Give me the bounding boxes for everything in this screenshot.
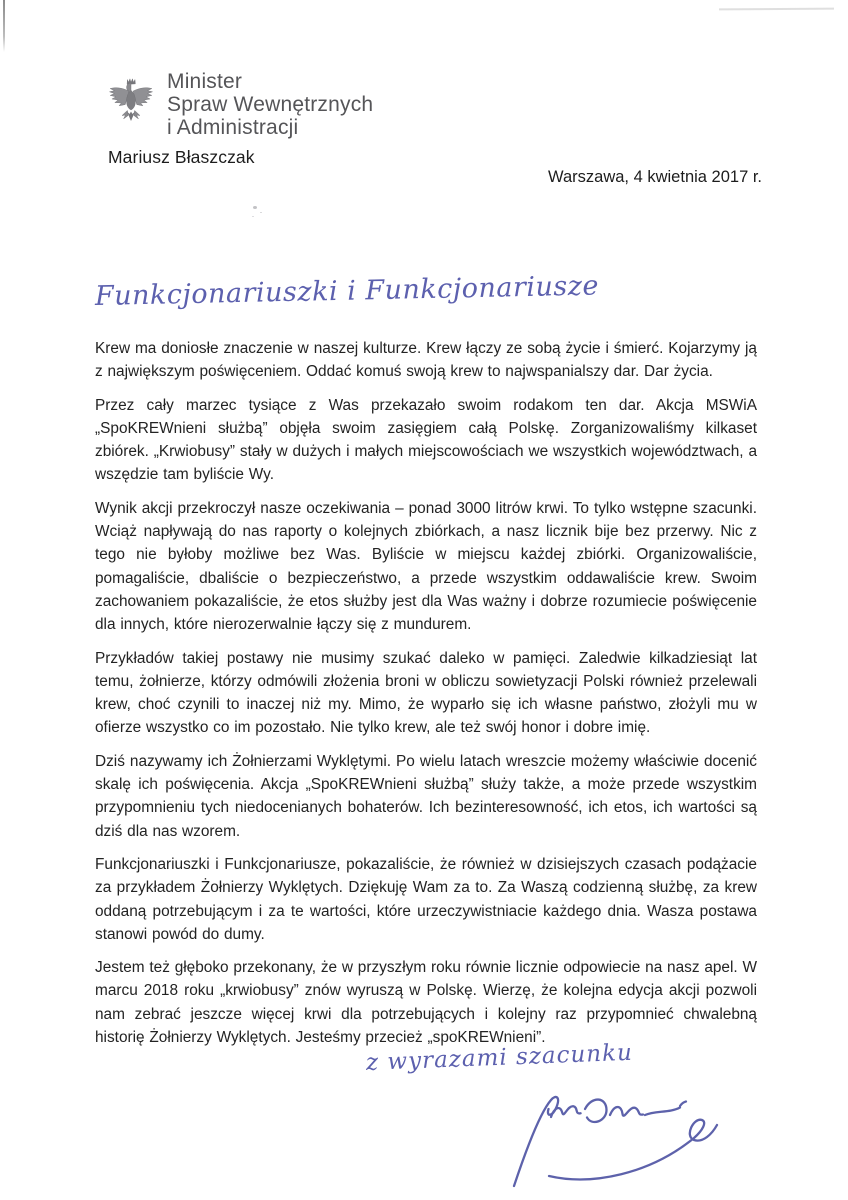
letterhead-title-line2: Spraw Wewnętrznych [167, 93, 374, 116]
handwritten-closing: z wyrazami szacunku [365, 1039, 634, 1076]
letter-paragraph: Jestem też głęboko przekonany, że w przyszłym roku równie licznie odpowiecie na nasz apel. W marcu 2018 roku „krwiobusy” znów wyruszą w Polskę. Wierzę, że kolejna edycja akcji pozwoli nam zebrać jeszcze więcej krwi dla potrzebujących i kolejny raz przypomnieć chwalebną historię Żołnierzy Wyklętych. Jesteśmy przecież „spoKREWnieni”. [95, 959, 757, 1047]
sender-name: Mariusz Błaszczak [108, 147, 255, 167]
letter-paragraph: Funkcjonariuszki i Funkcjonariusze, pokazaliście, że również w dzisiejszych czasach podążacie za przykładem Żołnierzy Wyklętych. Dziękuję Wam za to. Za Waszą codzienną służbę, za krew oddaną potrzebującym i za te wartości, które urzeczywistniacie każdego dnia. Wasza postawa stanowi powód do dumy. [95, 855, 757, 943]
letter-paragraph: Krew ma doniosłe znaczenie w naszej kulturze. Krew łączy ze sobą życie i śmierć. Kojarzymy ją z największym poświęceniem. Oddać komuś swoją krew to najwspanialszy dar. Dar życia. [95, 340, 757, 381]
letterhead-title-line1: Minister [167, 70, 243, 93]
polish-eagle-emblem [108, 73, 154, 135]
letter-paragraph: Przez cały marzec tysiące z Was przekazało swoim rodakom ten dar. Akcja MSWiA „SpoKREWnieni służbą” objęła swoim zasięgiem całą Polskę. Zorganizowaliśmy kilkaset zbiórek. „Krwiobusy” stały w dużych i małych miejscowościach we wszystkich województwach, a wszędzie tam byliście Wy. [95, 396, 757, 484]
scan-artifact-top-right [719, 8, 834, 11]
letter-paragraph: Wynik akcji przekroczył nasze oczekiwania – ponad 3000 litrów krwi. To tylko wstępne szacunki. Wciąż napływają do nas raporty o kolejnych zbiórkach, a nasz licznik bije bez przerwy. Nic z tego nie byłoby możliwe bez Was. Byliście w miejscu każdej zbiórki. Organizowaliście, pomagaliście, dbaliście o bezpieczeństwo, a przede wszystkim oddawaliście krew. Swoim zachowaniem pokazaliście, że etos służby jest dla Was ważny i dobrze rozumiecie poświęcenie dla innych, które nierozerwalnie łączy się z mundurem. [95, 499, 757, 634]
letter-body [95, 337, 757, 1059]
letterhead [108, 70, 373, 139]
letterhead-title-line3: i Administracji [167, 116, 299, 139]
scan-artifact-left-edge [3, 0, 5, 52]
handwritten-salutation: Funkcjonariuszki i Funkcjonariusze [94, 270, 600, 312]
letter-paragraph: Dziś nazywamy ich Żołnierzami Wyklętymi. Po wielu latach wreszcie możemy właściwie docenić skalę ich poświęcenia. Akcja „SpoKREWnieni służbą” służy także, a może przede wszystkim przypomnieniu tych niedocenianych bohaterów. Ich bezinteresowność, ich etos, ich wartości są dziś dla nas wzorem. [95, 752, 757, 840]
place-and-date: Warszawa, 4 kwietnia 2017 r. [548, 168, 762, 186]
letter-paragraph: Przykładów takiej postawy nie musimy szukać daleko w pamięci. Zaledwie kilkadziesiąt lat temu, żołnierze, którzy odmówili złożenia broni w obliczu sowietyzacji Polski również przelewali krew, choć czynili to inaczej niż my. Mimo, że wyparło się ich własne państwo, złożyli mu w ofierze wszystko co im pozostało. Nie tylko krew, ale też swój honor i dobre imię. [95, 649, 757, 737]
scan-smudge [253, 206, 257, 209]
handwritten-signature-scribble [492, 1076, 722, 1191]
letterhead-title [167, 70, 373, 139]
